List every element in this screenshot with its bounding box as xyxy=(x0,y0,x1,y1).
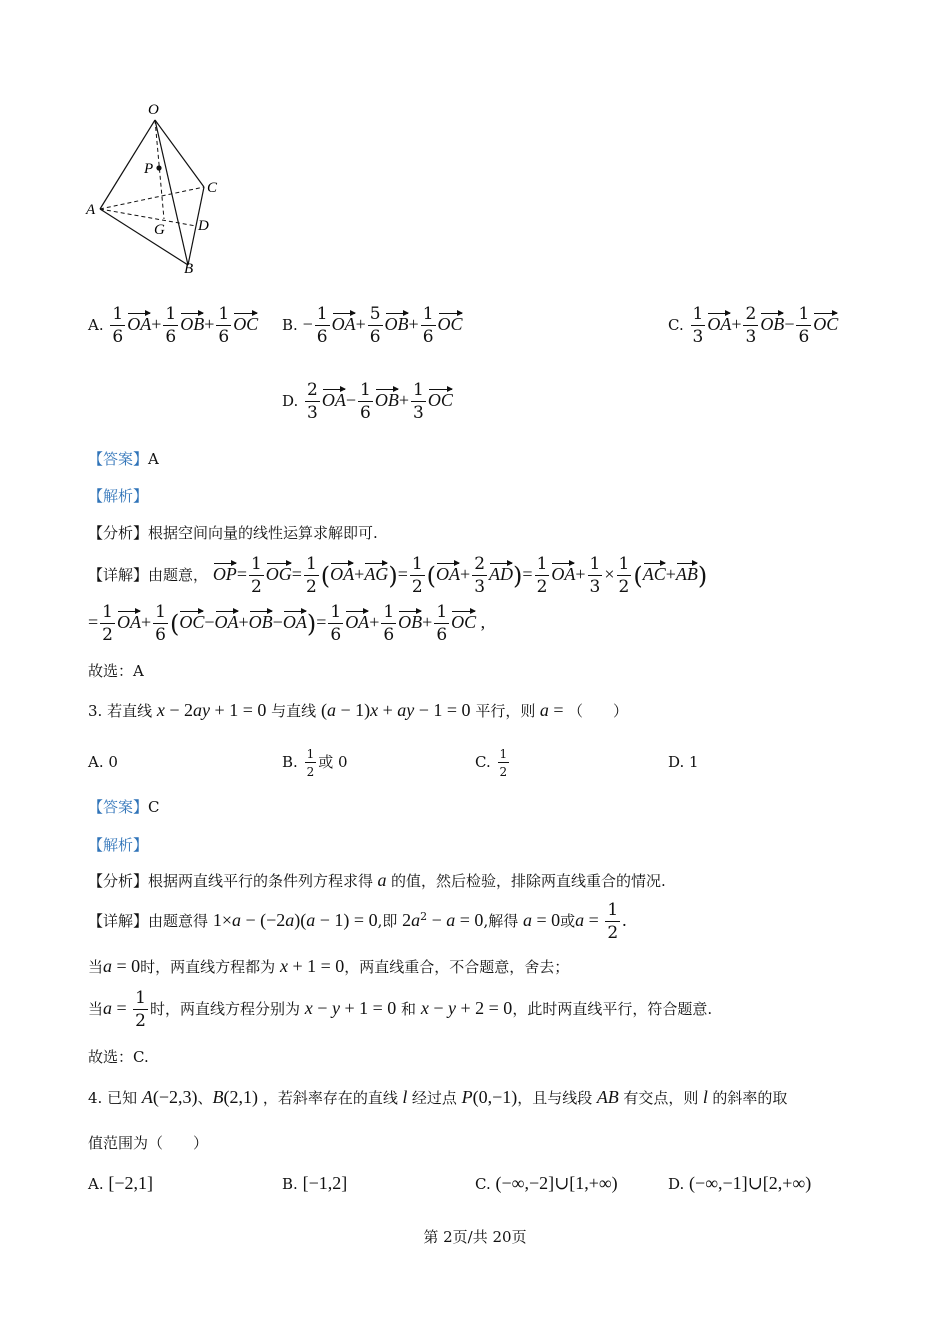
q2-option-c[interactable]: C. $\frac{1}{3}$ OA+ $\frac{2}{3}$ OB− $\frac{1}{6}$ OC xyxy=(668,304,839,347)
label-o: O xyxy=(148,102,159,118)
page-footer: 第 2页/共 20页 xyxy=(423,1228,527,1246)
q2-xiangjie-line1: 【详解】由题意， OP= $\frac{1}{2}$ OG= $\frac{1}{2}$ (OA+AG)= $\frac{1}{2}$ (OA+ $\frac{2}{3}$ AD)= $\frac{1}{2}$ OA+ $\frac{1}{3}$ × $\frac{1}{2}$ (AC+AB) xyxy=(88,554,708,597)
q2-option-a[interactable]: A. $\frac{1}{6}$ OA+ $\frac{1}{6}$ OB+ $\frac{1}{6}$ OC xyxy=(88,304,259,347)
q3-option-d[interactable]: D. 1 xyxy=(668,753,699,771)
q4-stem: 4. 已知 A(−2,3)、B(2,1) ，若斜率存在的直线 l 经过点 P(0,−1)，且与线段 AB 有交点，则 l 的斜率的取 xyxy=(88,1087,788,1107)
q3-answer: 【答案】C xyxy=(88,798,160,816)
label-c: C xyxy=(207,180,218,196)
q3-option-c[interactable]: C. $\frac{1}{2}$ xyxy=(475,747,508,779)
label-d: D xyxy=(198,218,209,234)
q3-xiangjie: 【详解】由题意得 1×a − (−2a)(a − 1) = 0,即 $2a^2 - a = 0$,解得 a = 0或a = $\frac{1}{2}$ . xyxy=(88,900,627,943)
q4-stem-line2: 值范围为（ ） xyxy=(88,1134,209,1152)
q3-case2: 当a = $\frac{1}{2}$ 时，两直线方程分别为 x − y + 1 = 0 和 x − y + 2 = 0，此时两直线平行，符合题意. xyxy=(88,988,713,1031)
q2-analysis-tag: 【解析】 xyxy=(88,487,149,505)
label-b: B xyxy=(184,261,194,277)
q2-conclusion: 故选：A xyxy=(88,662,144,680)
q4-option-d[interactable]: D. (−∞,−1]∪[2,+∞) xyxy=(668,1173,812,1193)
q3-option-b[interactable]: B. $\frac{1}{2}$ 或 0 xyxy=(282,747,348,779)
tetrahedron-figure xyxy=(80,95,230,285)
q2-xiangjie-line2: = $\frac{1}{2}$ OA+ $\frac{1}{6}$ (OC−OA+OB−OA)= $\frac{1}{6}$ OA+ $\frac{1}{6}$ OB+ $\frac{1}{6}$ OC , xyxy=(88,602,486,645)
q4-option-b[interactable]: B. [−1,2] xyxy=(282,1173,348,1193)
q3-fenxi: 【分析】根据两直线平行的条件列方程求得 a 的值，然后检验，排除两直线重合的情况. xyxy=(88,870,666,890)
q3-stem: 3. 若直线 x − 2ay + 1 = 0 与直线 (a − 1)x + ay − 1 = 0 平行，则 a = （ ） xyxy=(88,700,629,720)
q2-fenxi: 【分析】根据空间向量的线性运算求解即可. xyxy=(88,524,378,542)
q4-option-a[interactable]: A. [−2,1] xyxy=(88,1173,154,1193)
label-g: G xyxy=(154,222,165,238)
q2-option-b[interactable]: B. − $\frac{1}{6}$ OA+ $\frac{5}{6}$ OB+ $\frac{1}{6}$ OC xyxy=(282,304,463,347)
label-p: P xyxy=(144,161,154,177)
q3-case1: 当a = 0时，两直线方程都为 x + 1 = 0，两直线重合，不合题意，舍去； xyxy=(88,956,570,976)
q4-option-c[interactable]: C. (−∞,−2]∪[1,+∞) xyxy=(475,1173,618,1193)
q3-analysis-tag: 【解析】 xyxy=(88,836,149,854)
q3-conclusion: 故选：C. xyxy=(88,1048,149,1066)
q2-option-d[interactable]: D. $\frac{2}{3}$ OA− $\frac{1}{6}$ OB+ $\frac{1}{3}$ OC xyxy=(282,380,453,423)
q3-option-a[interactable]: A. 0 xyxy=(88,753,118,771)
label-a: A xyxy=(86,202,96,218)
q2-answer: 【答案】A xyxy=(88,450,159,468)
